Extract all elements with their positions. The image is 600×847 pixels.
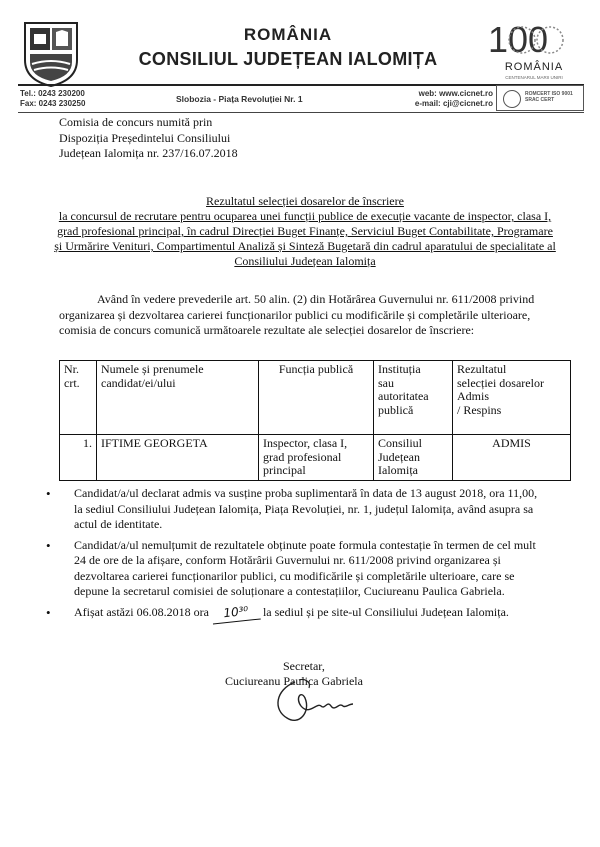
intro-line: comisia de concurs comunică următoarele rezultate ale selecției dosarelor de înscriere: bbox=[59, 323, 475, 337]
commission-reference bbox=[59, 115, 238, 162]
cell-institution: Consiliul Județean Ialomița bbox=[374, 435, 453, 481]
centenary-caption: CENTENARUL MARII UNIRI bbox=[505, 75, 563, 80]
intro-line: Având în vedere prevederile art. 50 alin. (2) din Hotărârea Guvernului nr. 611/2008 privind bbox=[97, 292, 535, 306]
title-line: la concursul de recrutare pentru ocuparea unei funcții publice de execuție vacante de inspector, clasa I, bbox=[58, 209, 552, 223]
commission-line: Județean Ialomița nr. 237/16.07.2018 bbox=[59, 146, 238, 160]
county-coat-of-arms-icon bbox=[22, 20, 80, 88]
header-name: Numele și prenumele candidat/ei/ului bbox=[97, 361, 259, 435]
title-line: și Urmărire Venituri, Compartimentul Analiză și Sinteză Bugetară din cadrul aparatului de specialitate al bbox=[54, 239, 556, 253]
phone-fax bbox=[20, 89, 85, 109]
intro-paragraph bbox=[59, 292, 559, 339]
bullet-icon: • bbox=[46, 604, 51, 620]
phone: Tel.: 0243 230200 bbox=[20, 89, 85, 98]
certification-seal-icon bbox=[503, 90, 521, 108]
handwritten-time: 10³⁰ bbox=[211, 602, 260, 623]
signature-name: Cuciureanu Paulica Gabriela bbox=[225, 674, 363, 688]
list-item bbox=[44, 605, 564, 622]
centenary-logo bbox=[484, 18, 584, 86]
header-institution: Instituția sau autoritatea publică bbox=[374, 361, 453, 435]
council-title: CONSILIUL JUDEȚEAN IALOMIȚA bbox=[138, 49, 438, 69]
signature-title: Secretar, bbox=[283, 659, 325, 673]
bullet-icon: • bbox=[46, 537, 51, 553]
fax: Fax: 0243 230250 bbox=[20, 99, 86, 108]
web-link[interactable]: www.cicnet.ro bbox=[439, 89, 493, 98]
centenary-country: ROMÂNIA bbox=[504, 61, 564, 73]
email-label: e-mail: bbox=[414, 99, 441, 108]
header-titles bbox=[108, 24, 468, 71]
address: Slobozia - Piața Revoluției Nr. 1 bbox=[176, 94, 303, 104]
document-title bbox=[50, 194, 560, 269]
web-email bbox=[373, 89, 493, 109]
handwritten-signature bbox=[265, 676, 355, 730]
list-item: • Candidat/a/ul nemulțumit de rezultatele obținute poate formula contestație în termen de cel mult 24 de ore de la afișare, conform Hotărârii Guvernului nr. 611/2008 privind organizarea și dezvoltarea carierei funcționarilor publici, cu modificările și completările ulterioare, care se depune la secretarul comisiei de soluționare a contestațiilor, Cuciureanu Paulica Gabriela. bbox=[46, 537, 536, 598]
intro-line: organizarea și dezvoltarea carierei funcționarilor publici cu modificările și completările ulterioare, bbox=[59, 307, 531, 322]
centenary-number: 100 bbox=[488, 19, 549, 60]
commission-line: Comisia de concurs numită prin bbox=[59, 115, 213, 129]
contact-row bbox=[18, 89, 584, 111]
cell-function: Inspector, clasa I, grad profesional principal bbox=[259, 435, 374, 481]
letterhead bbox=[18, 12, 584, 110]
title-line: Rezultatul selecției dosarelor de înscriere bbox=[206, 194, 404, 208]
country-title: ROMÂNIA bbox=[243, 25, 333, 44]
results-table bbox=[59, 360, 571, 481]
commission-line: Dispoziția Președintelui Consiliului bbox=[59, 130, 231, 145]
posted-location-text: la sediul și pe site-ul Consiliului Județean Ialomița. bbox=[262, 604, 509, 619]
bullet-icon: • bbox=[46, 486, 51, 501]
header-result: Rezultatul selecției dosarelor Admis / Respins bbox=[453, 361, 571, 435]
web-label: web: bbox=[418, 89, 437, 98]
posted-date-text: Afișat astăzi 06.08.2018 ora bbox=[74, 604, 209, 619]
table-row bbox=[60, 435, 571, 481]
list-item: • Candidat/a/ul declarat admis va susține proba suplimentară în data de 13 august 2018, ora 11,00, la sediul Consiliului Județean Ialomița, Piața Revoluției, nr. 1, județul Ialomița, având asupra sa actul de identitate. bbox=[46, 486, 538, 531]
cell-nr: 1. bbox=[60, 435, 97, 481]
cell-name: IFTIME GEORGETA bbox=[97, 435, 259, 481]
title-line: grad profesional principal, în cadrul Direcției Buget Finanțe, Serviciul Buget Contabilitate, Programare bbox=[57, 224, 553, 238]
title-line: Consiliului Județean Ialomița bbox=[234, 254, 376, 268]
header-rule-thin bbox=[18, 112, 584, 113]
table-header-row bbox=[60, 361, 571, 435]
email-link[interactable]: cji@cicnet.ro bbox=[442, 99, 493, 108]
iso-text: ROMCERT ISO 9001 SRAC CERT bbox=[525, 91, 573, 103]
notice-bullets bbox=[44, 486, 564, 626]
cell-result: ADMIS bbox=[453, 435, 571, 481]
header-function: Funcția publică bbox=[259, 361, 374, 435]
header-nr: Nr. crt. bbox=[60, 361, 97, 435]
iso-certification-box bbox=[496, 85, 584, 111]
